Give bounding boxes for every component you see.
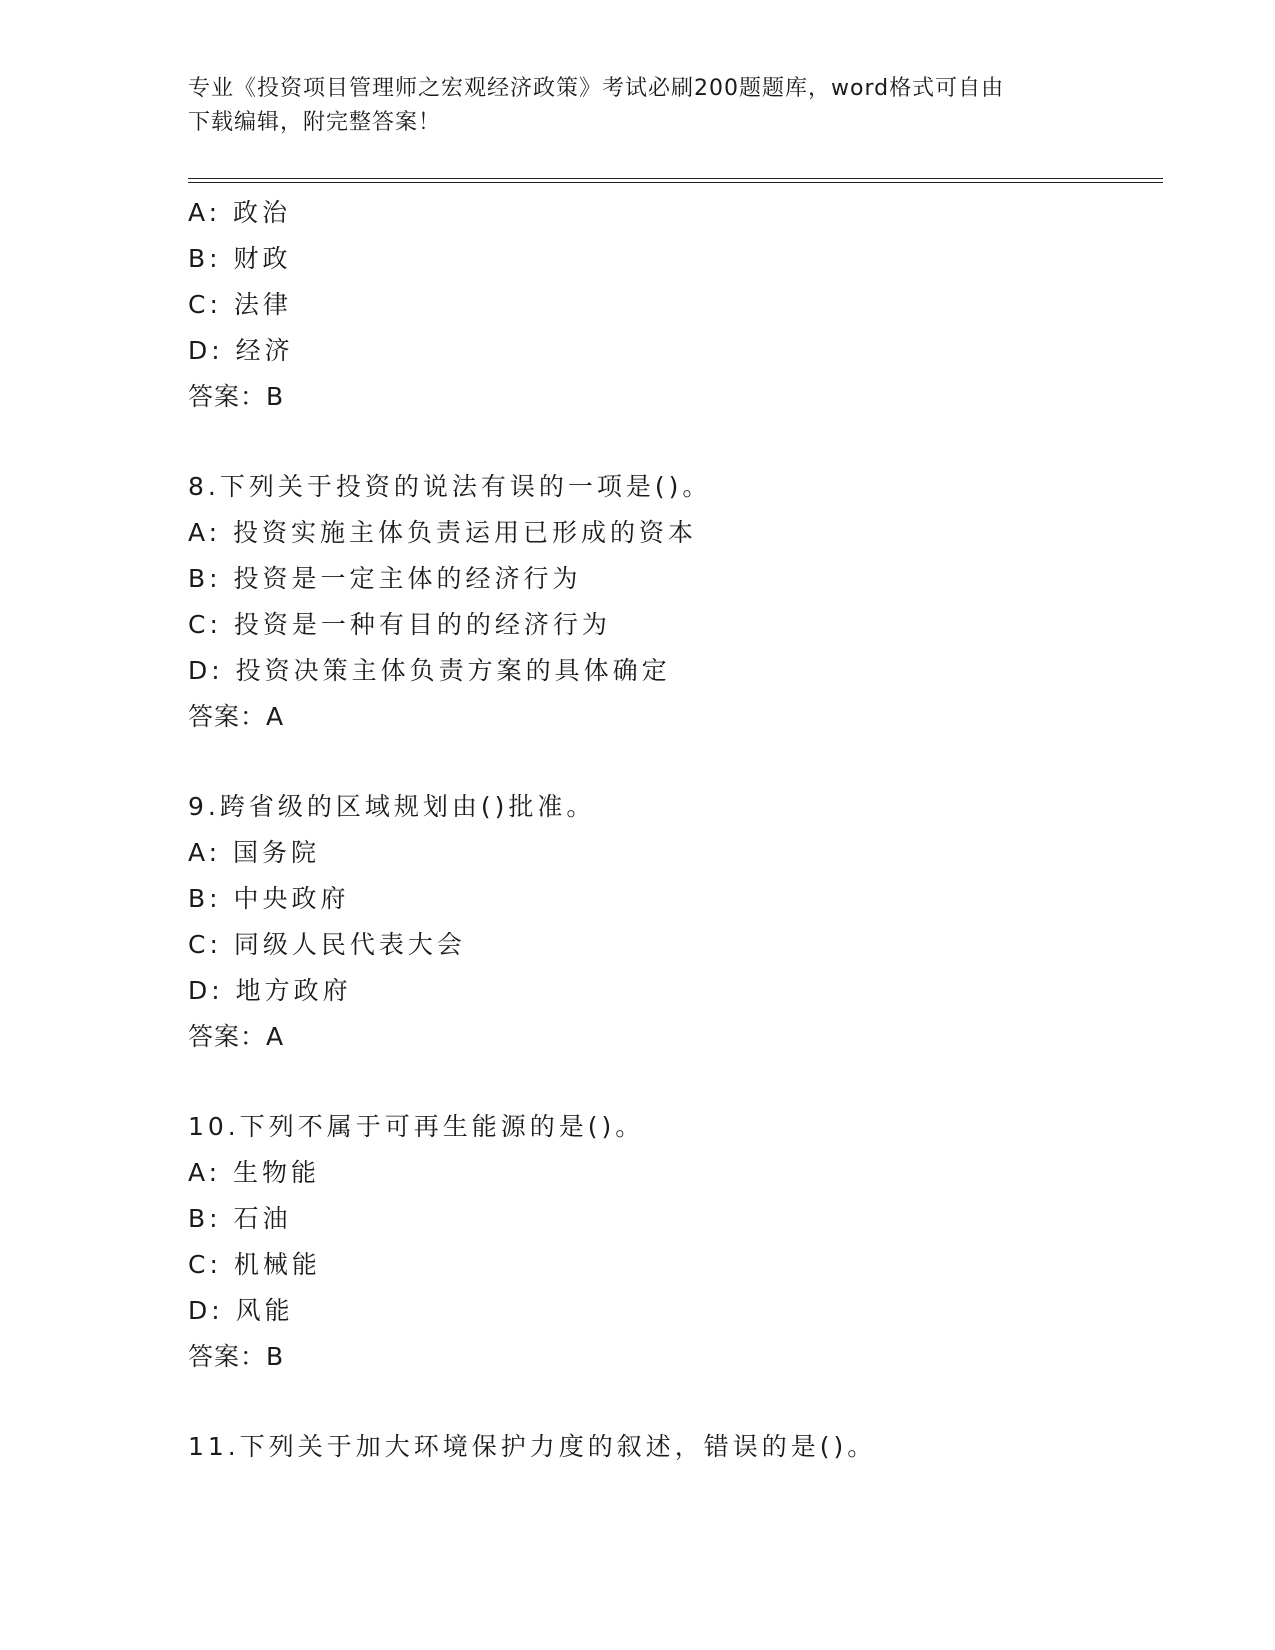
option-c: C: 机械能 bbox=[188, 1250, 321, 1279]
option-c: C: 法律 bbox=[188, 290, 292, 319]
answer-line: 答案：A bbox=[188, 702, 285, 731]
answer-line: 答案：B bbox=[188, 1342, 285, 1371]
question-11-block bbox=[188, 1424, 1163, 1470]
option-b: B: 中央政府 bbox=[188, 884, 350, 913]
option-b: B: 石油 bbox=[188, 1204, 292, 1233]
option-d: D: 风能 bbox=[188, 1296, 294, 1325]
option-a: A: 政治 bbox=[188, 198, 292, 227]
option-a: A: 生物能 bbox=[188, 1158, 321, 1187]
option-a: A: 投资实施主体负责运用已形成的资本 bbox=[188, 518, 698, 547]
question-text: 11.下列关于加大环境保护力度的叙述，错误的是()。 bbox=[188, 1432, 877, 1461]
question-text: 8.下列关于投资的说法有误的一项是()。 bbox=[188, 472, 712, 501]
option-b: B: 财政 bbox=[188, 244, 292, 273]
spacer bbox=[188, 1380, 1163, 1424]
option-d: D: 地方政府 bbox=[188, 976, 352, 1005]
spacer bbox=[188, 420, 1163, 464]
question-7-block bbox=[188, 190, 1163, 420]
option-c: C: 同级人民代表大会 bbox=[188, 930, 466, 959]
header-divider bbox=[188, 178, 1163, 183]
option-a: A: 国务院 bbox=[188, 838, 321, 867]
spacer bbox=[188, 1060, 1163, 1104]
option-c: C: 投资是一种有目的的经济行为 bbox=[188, 610, 611, 639]
question-8-block bbox=[188, 464, 1163, 740]
header-line-2: 下载编辑，附完整答案！ bbox=[188, 110, 442, 135]
option-d: D: 投资决策主体负责方案的具体确定 bbox=[188, 656, 671, 685]
option-b: B: 投资是一定主体的经济行为 bbox=[188, 564, 582, 593]
question-list bbox=[188, 190, 1163, 1470]
spacer bbox=[188, 740, 1163, 784]
document-header bbox=[188, 72, 1088, 140]
question-9-block bbox=[188, 784, 1163, 1060]
answer-line: 答案：A bbox=[188, 1022, 285, 1051]
header-line-1: 专业《投资项目管理师之宏观经济政策》考试必刷200题题库，word格式可自由 bbox=[188, 76, 1005, 101]
question-text: 9.跨省级的区域规划由()批准。 bbox=[188, 792, 596, 821]
option-d: D: 经济 bbox=[188, 336, 294, 365]
question-10-block bbox=[188, 1104, 1163, 1380]
question-text: 10.下列不属于可再生能源的是()。 bbox=[188, 1112, 645, 1141]
answer-line: 答案：B bbox=[188, 382, 285, 411]
